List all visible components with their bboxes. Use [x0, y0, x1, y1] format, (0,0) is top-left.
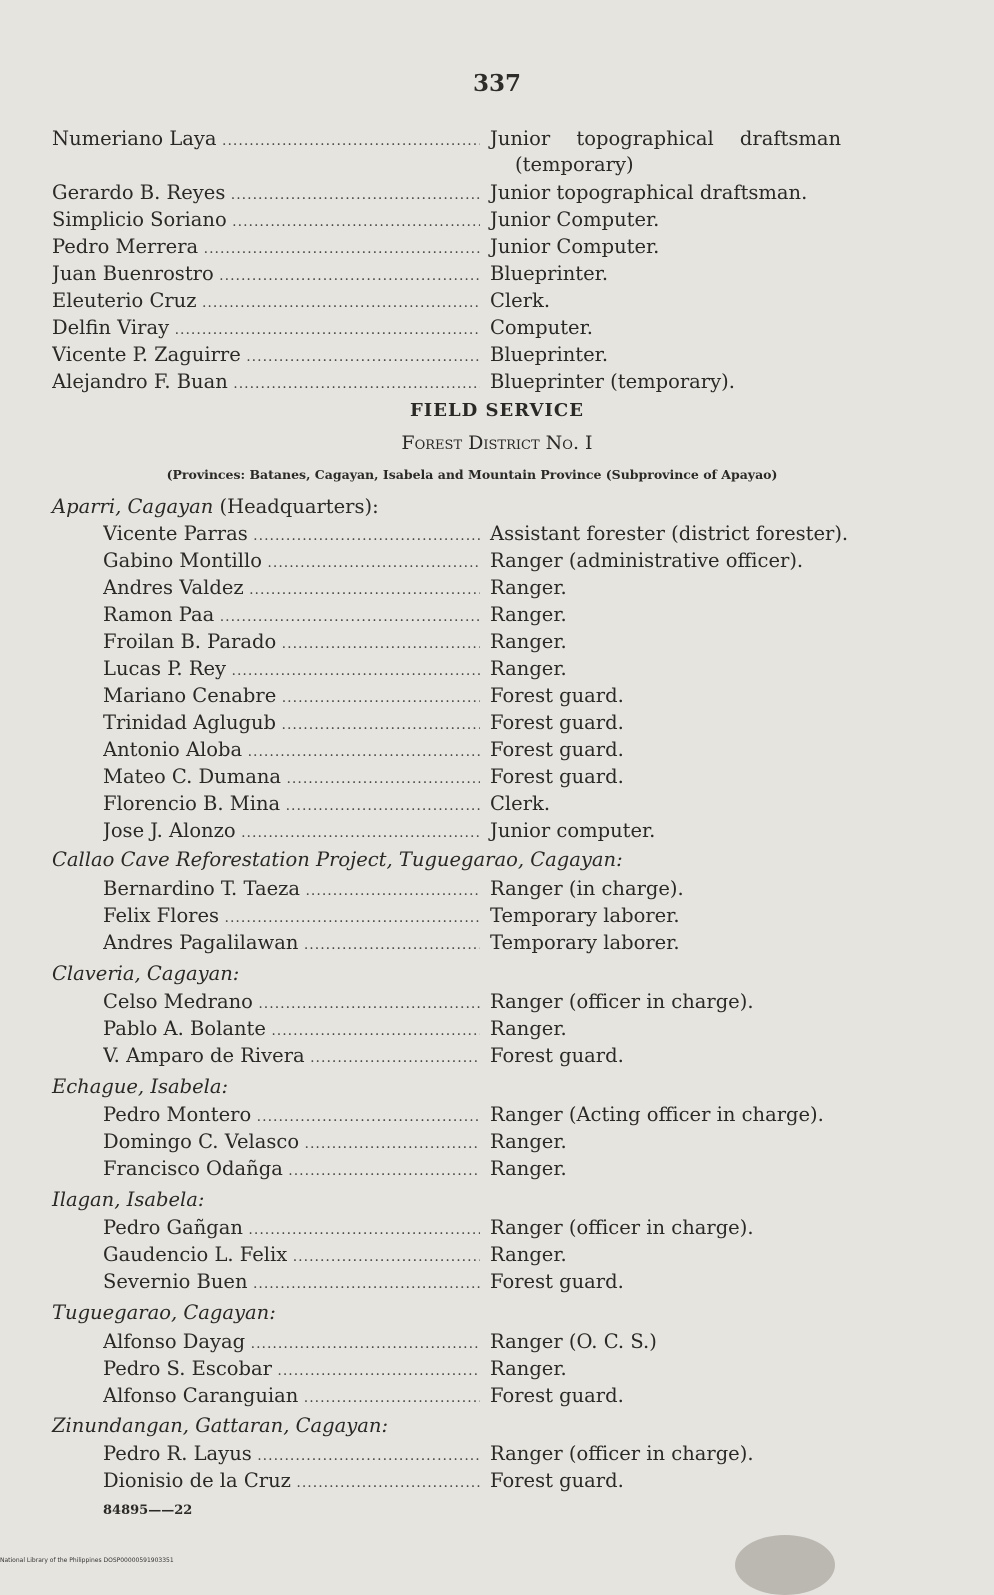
staff-row [103, 1329, 903, 1355]
staff-title: Ranger. [490, 1157, 567, 1180]
staff-name: Antonio Aloba ..... [103, 737, 480, 765]
staff-title: Forest guard. [490, 1469, 624, 1492]
staff-name: Gerardo B. Reyes ..... [52, 180, 480, 208]
staff-row [103, 1356, 903, 1382]
section-heading: FIELD SERVICE [410, 400, 584, 421]
staff-row [103, 903, 903, 929]
staff-title: Ranger. [490, 1017, 567, 1040]
staff-title: Ranger. [490, 630, 567, 653]
staff-name: Jose J. Alonzo ..... [103, 818, 480, 846]
staff-title: Ranger (officer in charge). [490, 1442, 754, 1465]
staff-title: Clerk. [490, 792, 551, 815]
staff-name: Juan Buenrostro ..... [52, 261, 480, 289]
staff-name: Bernardino T. Taeza ..... [103, 876, 480, 904]
staff-row [103, 521, 903, 547]
staff-title: Ranger (administrative officer). [490, 549, 804, 572]
staff-title: Ranger (officer in charge). [490, 990, 754, 1013]
staff-title: Ranger. [490, 1357, 567, 1380]
staff-row [103, 930, 903, 956]
staff-row [103, 1102, 903, 1128]
staff-title: Temporary laborer. [490, 904, 680, 927]
staff-title: Computer. [490, 316, 593, 339]
staff-name: Gabino Montillo ..... [103, 548, 480, 576]
staff-row [103, 1016, 903, 1042]
staff-row [52, 126, 902, 152]
station-label: Echague, Isabela: [52, 1075, 229, 1098]
staff-name: Florencio B. Mina ..... [103, 791, 480, 819]
staff-row [103, 629, 903, 655]
station-label: Ilagan, Isabela: [52, 1188, 205, 1211]
staff-title: Ranger (Acting officer in charge). [490, 1103, 824, 1126]
staff-row [103, 683, 903, 709]
staff-row [52, 342, 902, 368]
staff-title: Assistant forester (district forester). [490, 522, 849, 545]
station-label: Aparri, Cagayan [52, 495, 214, 518]
staff-row [52, 288, 902, 314]
staff-row [103, 764, 903, 790]
staff-row [103, 1043, 903, 1069]
staff-name: Vicente Parras ..... [103, 521, 480, 549]
staff-row [52, 261, 902, 287]
station-label: Claveria, Cagayan: [52, 962, 240, 985]
staff-name: Severnio Buen ..... [103, 1269, 480, 1297]
staff-row [103, 548, 903, 574]
staff-name: Felix Flores ..... [103, 903, 480, 931]
staff-title: Junior computer. [490, 819, 656, 842]
staff-name: Vicente P. Zaguirre ..... [52, 342, 480, 370]
staff-name: Pedro Montero ..... [103, 1102, 480, 1130]
station-heading [52, 495, 379, 518]
staff-row [103, 656, 903, 682]
staff-name: Pedro Merrera ..... [52, 234, 480, 262]
provinces-note: (Provinces: Batanes, Cagayan, Isabela and Mountain Province (Subprovince of Apayao) [166, 467, 778, 482]
staff-name: Delfin Viray ..... [52, 315, 480, 343]
staff-name: Andres Valdez ..... [103, 575, 480, 603]
staff-title-continued: (temporary) [515, 153, 634, 176]
staff-title: Ranger (in charge). [490, 877, 684, 900]
staff-name: Alfonso Caranguian ..... [103, 1383, 480, 1411]
station-heading [52, 1188, 204, 1211]
staff-title: Forest guard. [490, 1384, 624, 1407]
station-label: Tuguegarao, Cagayan: [52, 1301, 276, 1324]
staff-row [103, 818, 903, 844]
page-number: 337 [472, 70, 521, 97]
staff-title: Ranger. [490, 1130, 567, 1153]
staff-title: Clerk. [490, 289, 551, 312]
staff-title: Forest guard. [490, 1044, 624, 1067]
staff-row [103, 1441, 903, 1467]
station-label: Callao Cave Reforestation Project, Tuguegarao, Cagayan: [52, 848, 623, 871]
corner-blemish [735, 1535, 835, 1595]
library-credit: National Library of the Philippines DOSP00000591903351 [0, 1557, 174, 1564]
station-heading [52, 1075, 228, 1098]
staff-row [52, 234, 902, 260]
staff-title: Forest guard. [490, 738, 624, 761]
staff-title: Junior Computer. [490, 208, 660, 231]
staff-title: Forest guard. [490, 711, 624, 734]
staff-title: Forest guard. [490, 684, 624, 707]
staff-name: Alfonso Dayag ..... [103, 1329, 480, 1357]
staff-name: Francisco Odañga ..... [103, 1156, 480, 1184]
staff-row [103, 791, 903, 817]
staff-name: Mateo C. Dumana ..... [103, 764, 480, 792]
staff-name: Numeriano Laya ..... [52, 126, 480, 154]
staff-name: Domingo C. Velasco ..... [103, 1129, 480, 1157]
station-heading [52, 1414, 388, 1437]
staff-row [52, 369, 902, 395]
staff-row [52, 315, 902, 341]
staff-row [103, 575, 903, 601]
staff-name: Pedro S. Escobar ..... [103, 1356, 480, 1384]
staff-name: Mariano Cenabre ..... [103, 683, 480, 711]
staff-name: Alejandro F. Buan ..... [52, 369, 480, 397]
staff-title: Ranger. [490, 1243, 567, 1266]
staff-title: Junior topographical draftsman. [490, 181, 808, 204]
staff-name: Ramon Paa ..... [103, 602, 480, 630]
station-heading [52, 962, 239, 985]
staff-title: Blueprinter. [490, 262, 609, 285]
staff-name: Gaudencio L. Felix ..... [103, 1242, 480, 1270]
staff-name: Froilan B. Parado ..... [103, 629, 480, 657]
staff-name: Celso Medrano ..... [103, 989, 480, 1017]
staff-name: Pablo A. Bolante ..... [103, 1016, 480, 1044]
staff-title: Ranger. [490, 603, 567, 626]
staff-title: Ranger. [490, 576, 567, 599]
print-job-code: 84895——22 [103, 1503, 193, 1518]
station-heading [52, 848, 623, 871]
staff-title: Ranger. [490, 657, 567, 680]
staff-title: Blueprinter (temporary). [490, 370, 735, 393]
staff-row [52, 207, 902, 233]
staff-row [103, 737, 903, 763]
staff-title: Ranger (officer in charge). [490, 1216, 754, 1239]
staff-title: Temporary laborer. [490, 931, 680, 954]
staff-row [52, 180, 902, 206]
staff-row [103, 1129, 903, 1155]
staff-title: Forest guard. [490, 765, 624, 788]
staff-name: Pedro R. Layus ..... [103, 1441, 480, 1469]
staff-name: Trinidad Aglugub ..... [103, 710, 480, 738]
staff-title: Junior topographical draftsman [490, 127, 842, 150]
station-heading [52, 1301, 276, 1324]
staff-row [103, 876, 903, 902]
staff-title: Blueprinter. [490, 343, 609, 366]
staff-row [103, 1269, 903, 1295]
staff-title: Ranger (O. C. S.) [490, 1330, 657, 1353]
station-label: Zinundangan, Gattaran, Cagayan: [52, 1414, 389, 1437]
staff-name: V. Amparo de Rivera ..... [103, 1043, 480, 1071]
staff-name: Pedro Gañgan ..... [103, 1215, 480, 1243]
staff-name: Dionisio de la Cruz ..... [103, 1468, 480, 1496]
staff-title: Junior Computer. [490, 235, 660, 258]
staff-row [103, 1383, 903, 1409]
staff-row [103, 1242, 903, 1268]
staff-name: Simplicio Soriano ..... [52, 207, 480, 235]
staff-row [103, 710, 903, 736]
staff-row [103, 602, 903, 628]
staff-name: Eleuterio Cruz ..... [52, 288, 480, 316]
staff-title: Forest guard. [490, 1270, 624, 1293]
staff-row [103, 1156, 903, 1182]
staff-row [103, 1215, 903, 1241]
staff-name: Andres Pagalilawan ..... [103, 930, 480, 958]
staff-row [103, 1468, 903, 1494]
staff-name: Lucas P. Rey ..... [103, 656, 480, 684]
staff-row [103, 989, 903, 1015]
station-suffix: (Headquarters): [213, 495, 379, 518]
district-heading: Forest District No. I [401, 432, 593, 454]
